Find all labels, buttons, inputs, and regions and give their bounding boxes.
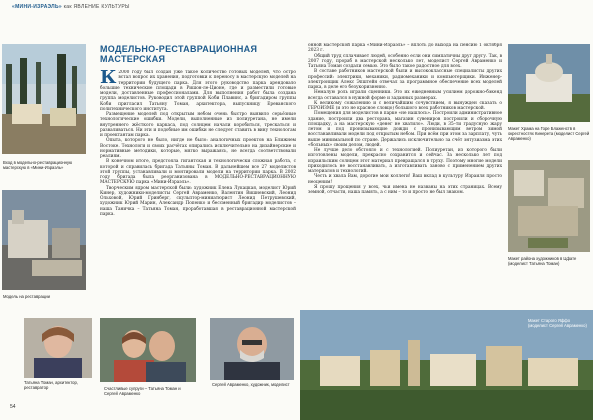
col1-paragraph: Размещение моделей под открытым небом очень быстро выявило серьёзные технологические ошибки. Модели, выполненные из полиуретана, не имели внутреннего жёсткого каркаса, под солнцем начали коробиться, трескаться и разваливаться. Ни эти и подобные им ошибки не следует ставить в вину технологам и проектантам парка. bbox=[100, 112, 296, 138]
col2-paragraph: Немалую роль играли сценники. Это их ежедневным усилием дорожно-бэкенд всегда оставался в нужной форме и заданных размерах. bbox=[308, 90, 502, 101]
col2-paragraph: Помещения для моделистов в парке «не нашлось». Построили административное здание, построили два ресторана, магазин сувениров построили и сборочную площадку, а на мастерскую «денег не хватило». Люди, в 35–ти градусную жару летом и под пронизывающие дожди с пронизывающим ветром зимой восстанавливали модели под открытым небом. При всём при этом за зарплату, чуть выше минимальной по стране. Держались исключительно за счёт энтузиазма этих «больных» своим делом, людей. bbox=[308, 111, 502, 148]
col2-paragraph: Не лучше дело обстояло и с технологией. Полиуретан, из которого были изготовлены модели, прекрасно сохранится и сейчас. За несколько лет под израильским солнцем этот материал превращался в труху. Поэтому многие модели приходилось не восстанавливать, а изготавливать заново с применением других материалов и технологий. bbox=[308, 148, 502, 174]
col2-paragraph: Общий труд сплачивает людей, особенно если они симпатичны друг другу. Так, в 2007 году, прораб в мастерской несколько лет, моделист Сергей Авраменко и Татьяна Томан создали семью. Это было такое радостное для всех. bbox=[308, 53, 502, 69]
col2-paragraph: К великому сожалению и с величайшим сочувствием, я вынужден сказать о ГЕРОИЗМЕ (и это не красное словцо) большого всех работников мастерской. bbox=[308, 100, 502, 111]
caption-sergey: Сергей Авраменко, художник, моделист bbox=[212, 382, 290, 387]
caption-tsfat-model: Макет района художников в Цфате (моделист Татьяна Томан) bbox=[508, 256, 577, 267]
photo-tatiana bbox=[24, 318, 92, 378]
caption-church-model: Макет Храма на Горе Блаженств в окрестностях Кинерета (моделист Сергей Авраменко) bbox=[508, 126, 590, 142]
caption-tatiana: Татьяна Томан, архитектор, реставратор bbox=[24, 380, 78, 391]
col2-paragraph: Я прошу прощения у всех, чьи имена не названы на этих страницах. Всему земной, отчасти, наша память, а с ним – то и просто не был знаком. bbox=[308, 184, 502, 195]
col1-paragraph: В конечном итоге, предстояла гигантская и технологически сложная работа, с которой и справилась бригада Татьяны Томан. В дальнейшем все 27 моделистов этой группы, устанавливали и монтировали модели на территории парка. В 2002 году бригада была реорганизована в МОДЕЛЬНО-РЕСТАВРАЦИОННУЮ МАСТЕРСКУЮ парка «Мини-Израэль». bbox=[100, 159, 296, 186]
col2-paragraph: онной мастерской парка «Мини-Израэль» – вплоть до выхода на пенсию 1 октября 2023 г. bbox=[308, 43, 502, 54]
drop-cap: К bbox=[100, 70, 117, 88]
photo-church-model bbox=[508, 44, 590, 122]
photo-sergey bbox=[210, 318, 294, 380]
running-header bbox=[12, 4, 130, 10]
photo-model-restoration bbox=[2, 190, 86, 290]
header-section: как ЯВЛЕНИЕ КУЛЬТУРЫ bbox=[61, 4, 130, 10]
caption-workshop-entrance: Вход в модельно-реставрационную мастерскую в «Мини-Израэль» bbox=[3, 160, 73, 171]
text-column-1 bbox=[100, 70, 296, 312]
col1-paragraph: 2000 году был создан уже такое количество готовых моделей, что остро встал вопрос их хранения, подготовки к переносу в мастерскую моделей на территории будущего парка. Для этого руководство парка арендовало большие технические площади в Ришон-ле-Ционе, где и разместили готовые модели, доставленные профессионалами. Для выполнения работ была создана группа моделистов. Руководил этой группой Коби Плавинс, а бригадиром группы Коби пригласил Татьяну Томан, архитектора, выпускницу Ереванского политехнического института. bbox=[100, 70, 296, 112]
text-column-2 bbox=[308, 43, 502, 305]
caption-couple: Счастливые супруги – Татьяна Томан и Сергей Авраменко bbox=[104, 386, 181, 397]
col2-paragraph: В составе работников мастерской были и высококлассные специалисты других профессий: электрики, механики, радиомеханики и компьютерщики. Инженер-электронщик Алекс Эпштейн отвечал за программное обеспечение всех моделей парка, в деле его безукоризненно. bbox=[308, 69, 502, 90]
photo-tsfat-model bbox=[508, 160, 590, 252]
col2-paragraph: Честь и хвала Вам, дорогие мои коллеги! Ваш вклад в культуру Израиля просто неоценим! bbox=[308, 174, 502, 185]
col1-paragraph: Творческим ядром мастерской были: художник Елена Лукацкая, моделист Юрий Кинер, художники-моделисты Сергей Авраменко, Валентин Вишневский, Леонид Ольховой, Юрий Гринберг, скульптор-миниатюрист Леонид Петрушевский, художник Юрий Марин, Александр Попенко и бессменный бригадир моделистов – наша Таничка – Татьяна Томан, проработавшая в реставрационной мастерской парка. bbox=[100, 185, 296, 217]
photo-couple bbox=[100, 318, 196, 382]
page-number: 54 bbox=[10, 404, 16, 410]
col1-paragraph: Опыта, которого не было, нигде не было: аналогичных проектов на Ближнем Востоке. Технологи и своих расчётах опирались исключительно на дизайнерские и нормативные методики, которые, мягко выражаясь, не всегда соответствовали реалиям. bbox=[100, 138, 296, 159]
caption-model-restoration: Модель на реставрации bbox=[3, 294, 50, 299]
header-brand: «МИНИ-ИЗРАЭЛЬ» bbox=[12, 4, 62, 10]
photo-workshop-entrance bbox=[2, 44, 86, 154]
article-title: МОДЕЛЬНО-РЕСТАВРАЦИОННАЯ МАСТЕРСКАЯ bbox=[100, 44, 258, 64]
caption-old-jaffa: Макет Старого Яффо (моделист Сергей Авраменко) bbox=[528, 318, 587, 329]
